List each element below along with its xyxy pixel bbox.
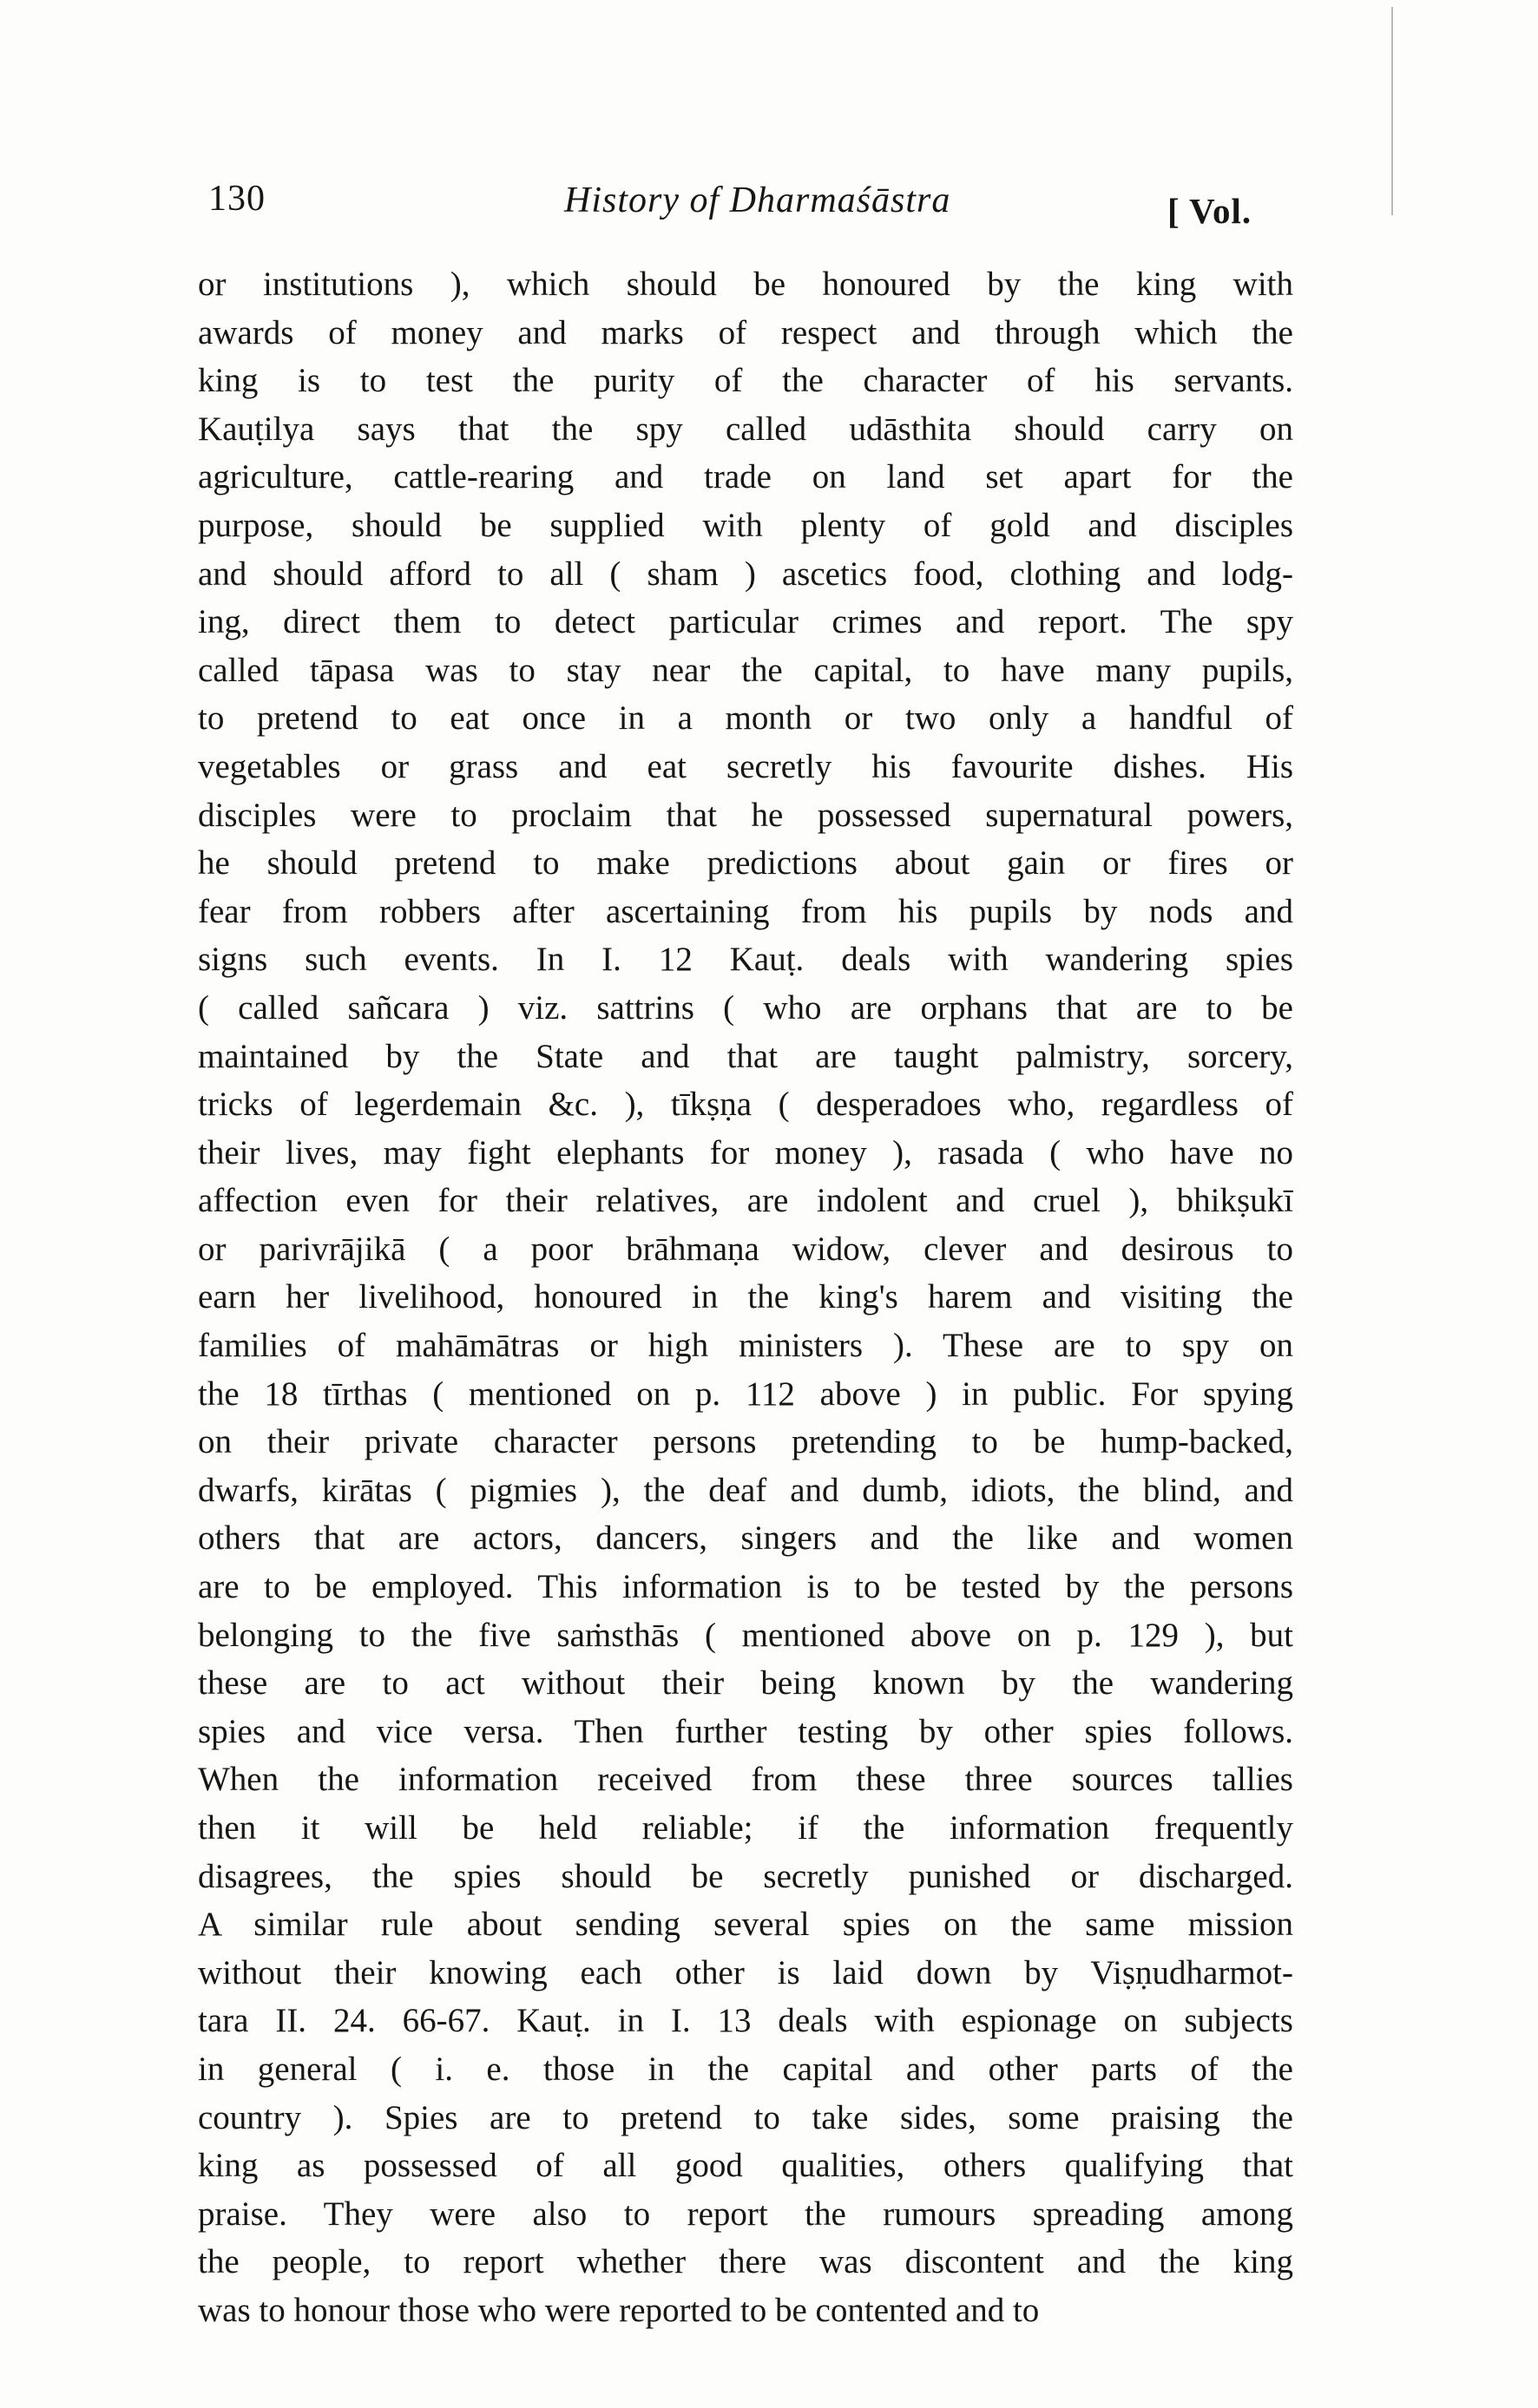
text-line: ( called sañcara ) viz. sattrins ( who are orphans that are to be	[198, 988, 1293, 1027]
text-line: praise. They were also to report the rumours spreading among	[198, 2195, 1293, 2233]
text-line: on their private character persons pretending to be hump-backed,	[198, 1423, 1293, 1461]
text-line: agriculture, cattle-rearing and trade on land set apart for the	[198, 458, 1293, 496]
text-line: others that are actors, dancers, singers and the like and women	[198, 1519, 1293, 1558]
page-header	[208, 178, 1289, 239]
text-line: their lives, may fight elephants for money ), rasada ( who have no	[198, 1133, 1293, 1171]
text-line: the people, to report whether there was discontent and the king	[198, 2243, 1293, 2281]
text-line: then it will be held reliable; if the information frequently	[198, 1809, 1293, 1847]
text-line: he should pretend to make predictions about gain or fires or	[198, 844, 1293, 882]
text-line: ing, direct them to detect particular crimes and report. The spy	[198, 603, 1293, 641]
text-line: spies and vice versa. Then further testing by other spies follows.	[198, 1712, 1293, 1750]
text-line: fear from robbers after ascertaining from his pupils by nods and	[198, 892, 1293, 930]
text-line: Kauṭilya says that the spy called udāsthita should carry on	[198, 410, 1293, 448]
text-line: awards of money and marks of respect and through which the	[198, 313, 1293, 351]
text-line: country ). Spies are to pretend to take sides, some praising the	[198, 2098, 1293, 2136]
text-line: was to honour those who were reported to be contented and to	[198, 2291, 1040, 2329]
text-line: disagrees, the spies should be secretly punished or discharged.	[198, 1857, 1293, 1895]
text-line: maintained by the State and that are taught palmistry, sorcery,	[198, 1037, 1293, 1075]
text-line: called tāpasa was to stay near the capital, to have many pupils,	[198, 651, 1293, 689]
text-line: signs such events. In I. 12 Kauṭ. deals with wandering spies	[198, 941, 1293, 979]
text-line: the 18 tīrthas ( mentioned on p. 112 above ) in public. For spying	[198, 1375, 1293, 1413]
text-line: or institutions ), which should be honoured by the king with	[198, 266, 1293, 303]
text-line: without their knowing each other is laid down by Viṣṇudharmot-	[198, 1953, 1293, 1991]
text-line: belonging to the five saṁsthās ( mentioned above on p. 129 ), but	[198, 1616, 1293, 1654]
text-line: When the information received from these three sources tallies	[198, 1761, 1293, 1799]
text-line: king as possessed of all good qualities, others qualifying that	[198, 2147, 1293, 2185]
text-line: king is to test the purity of the character of his servants.	[198, 362, 1293, 400]
text-line: in general ( i. e. those in the capital and other parts of the	[198, 2050, 1293, 2088]
body-text	[198, 260, 1293, 2335]
text-line: affection even for their relatives, are indolent and cruel ), bhikṣukī	[198, 1182, 1293, 1220]
volume-label: [ Vol.	[1167, 191, 1252, 231]
text-line: A similar rule about sending several spies on the same mission	[198, 1906, 1293, 1944]
scan-edge-line	[1391, 7, 1393, 215]
text-line: these are to act without their being known by the wandering	[198, 1664, 1293, 1703]
text-line: disciples were to proclaim that he possessed supernatural powers,	[198, 796, 1293, 834]
text-line: families of mahāmātras or high ministers ). These are to spy on	[198, 1327, 1293, 1365]
running-title: History of Dharmaśāstra	[564, 180, 951, 220]
text-line: earn her livelihood, honoured in the king's harem and visiting the	[198, 1278, 1293, 1316]
text-line: vegetables or grass and eat secretly his favourite dishes. His	[198, 747, 1293, 785]
text-line: or parivrājikā ( a poor brāhmaṇa widow, clever and desirous to	[198, 1230, 1293, 1268]
text-line: and should afford to all ( sham ) ascetics food, clothing and lodg-	[198, 554, 1293, 593]
text-line: tara II. 24. 66-67. Kauṭ. in I. 13 deals with espionage on subjects	[198, 2002, 1293, 2040]
text-line: tricks of legerdemain &c. ), tīkṣṇa ( desperadoes who, regardless of	[198, 1086, 1293, 1124]
page-number: 130	[208, 179, 266, 219]
text-line: purpose, should be supplied with plenty of gold and disciples	[198, 506, 1293, 544]
text-line: to pretend to eat once in a month or two only a handful of	[198, 699, 1293, 738]
text-line: are to be employed. This information is to be tested by the persons	[198, 1568, 1293, 1606]
text-line: dwarfs, kirātas ( pigmies ), the deaf and dumb, idiots, the blind, and	[198, 1471, 1293, 1509]
